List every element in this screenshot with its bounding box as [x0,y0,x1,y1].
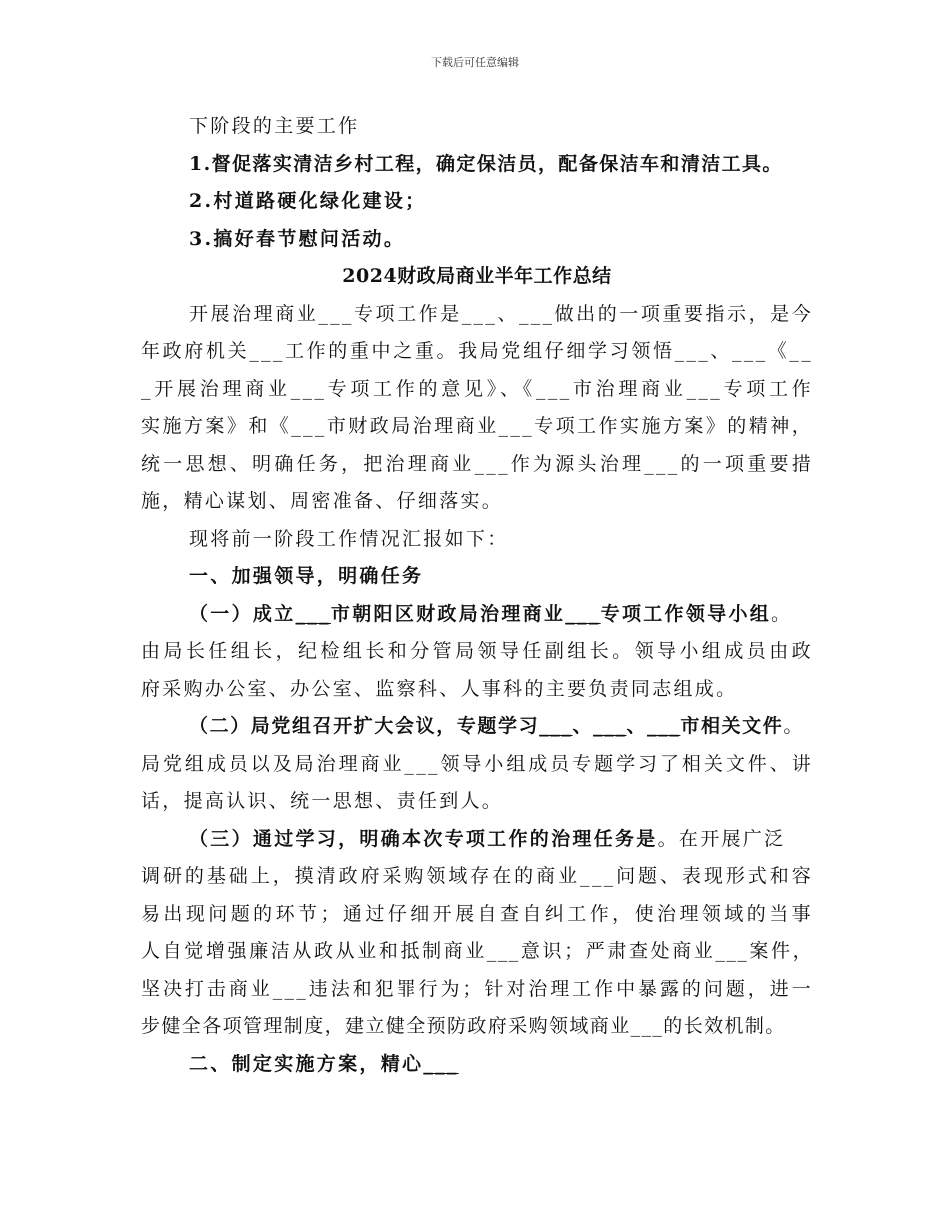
blank: ___ [295,602,331,625]
lead-text: 市相关文件 [680,715,784,737]
lead-tail: 。 [771,602,793,625]
lead-text: （二）局党组召开扩大会议，专题学习 [189,715,540,737]
paragraph-line: 人自觉增强廉洁从政从业和抵制商业___意识；严肃查处商业___案件， [141,940,813,962]
report-line: 现将前一阶段工作情况汇报如下： [189,527,509,550]
intro-line: _开展治理商业___专项工作的意见》、《___市治理商业___专项工作 [141,377,813,400]
blank: ___ [539,715,573,737]
paragraph-line: 局党组成员以及局治理商业___领导小组成员专题学习了相关文件、讲 [141,752,813,775]
lead-text: 、 [572,715,594,737]
lead-text: 专项工作领导小组 [600,602,772,625]
intro-line: 施，精心谋划、周密准备、仔细落实。 [141,490,504,512]
lead-tail: 。在开展广泛 [657,827,786,850]
blank: ___ [423,1052,459,1075]
blank: ___ [647,715,681,737]
lead-text: 、 [626,715,648,737]
paragraph-lead-line [141,708,813,746]
intro-line: 实施方案》和《___市财政局治理商业___专项工作实施方案》的精神， [141,415,813,437]
paragraph-line: 话，提高认识、统一思想、责任到人。 [141,790,504,812]
lead-text: （一）成立 [189,602,296,625]
document-body [141,108,813,1083]
paragraph-line: 坚决打击商业___违法和犯罪行为；针对治理工作中暴露的问题，进一 [141,977,813,1000]
paragraph-line: 府采购办公室、办公室、监察科、人事科的主要负责同志组成。 [141,677,738,700]
lead-tail: 。 [783,715,804,737]
blank: ___ [593,715,627,737]
intro-line: 统一思想、明确任务，把治理商业___作为源头治理___的一项重要措 [141,452,813,475]
paragraph-lead-line [141,821,813,859]
intro-line: 开展治理商业___专项工作是___、___做出的一项重要指示，是今 [189,302,813,325]
paragraph-line: 调研的基础上，摸清政府采购领域存在的商业___问题、表现形式和容 [141,865,813,887]
document-title: 2024财政局商业半年工作总结 [342,265,612,287]
intro-line: 年政府机关___工作的重中之重。我局党组仔细学习领悟___、___《__ [141,340,813,362]
paragraph-lead-line [141,596,813,634]
section-1-paragraph-2 [141,708,813,821]
lead-text: （三）通过学习，明确本次专项工作的治理任务是 [189,827,658,850]
next-stage-title: 下阶段的主要工作 [189,115,360,137]
lead-text: 市朝阳区财政局治理商业 [330,602,566,625]
next-stage-item-3: 3.搞好春节慰问活动。 [189,227,406,250]
section-1-paragraph-3 [141,821,813,1046]
section-1-paragraph-1 [141,596,813,709]
paragraph-line: 步健全各项管理制度，建立健全预防政府采购领域商业___的长效机制。 [141,1015,786,1037]
page-header: 下载后可任意编辑 [431,56,519,69]
next-stage-item-2: 2.村道路硬化绿化建设； [189,190,427,212]
heading-text: 二、制定实施方案，精心 [189,1052,424,1075]
section-2-heading [141,1046,813,1084]
intro-paragraph [141,296,813,521]
paragraph-line: 由局长任组长，纪检组长和分管局领导任副组长。领导小组成员由政 [141,640,813,662]
blank: ___ [565,602,601,625]
section-1-heading: 一、加强领导，明确任务 [189,565,424,587]
next-stage-item-1: 1.督促落实清洁乡村工程，确定保洁员，配备保洁车和清洁工具。 [189,152,783,175]
paragraph-line: 易出现问题的环节；通过仔细开展自查自纠工作，使治理领域的当事 [141,902,813,925]
